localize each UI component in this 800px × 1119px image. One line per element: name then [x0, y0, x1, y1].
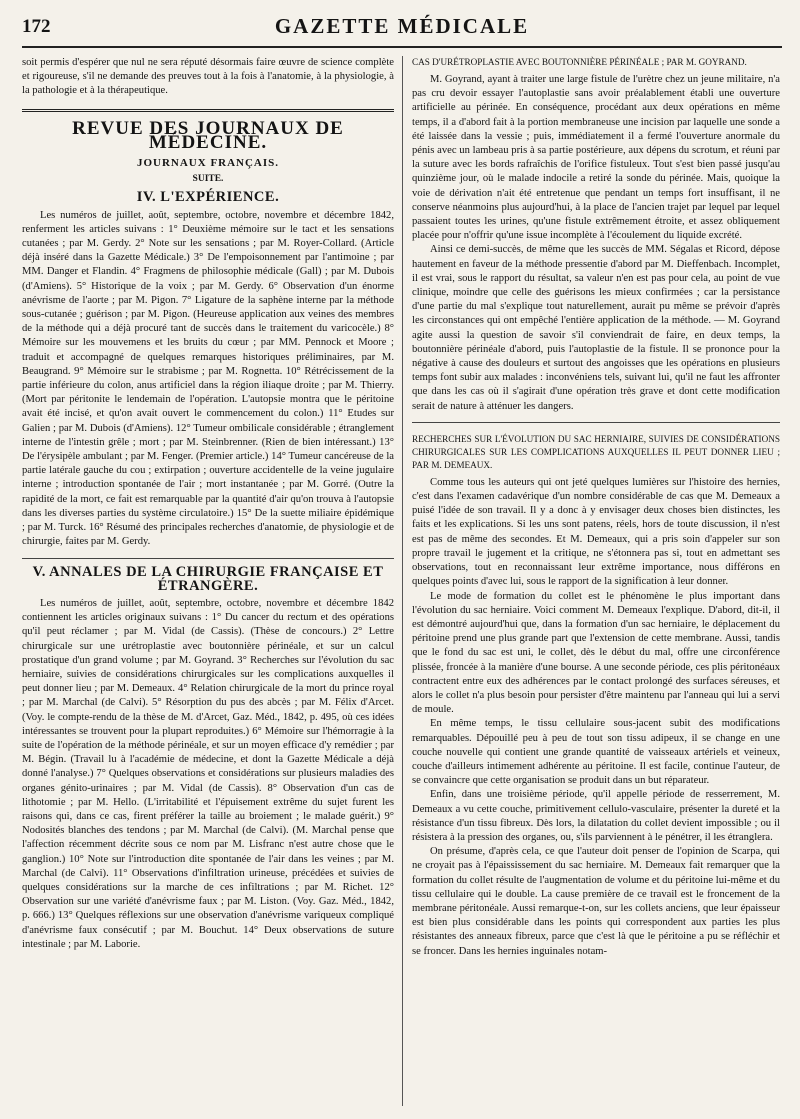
paragraph-4: Le mode de formation du collet est le phénomène le plus important dans l'évolution du sac herniaire. Voici comment M. Demeaux l'explique. D'abord, dit-il, il est démontré aujourd'hui que, dans la formation d'un sac herniaire, le déplacement du péritoine prend une plus grande part que l'extension de cette membrane. Aussi, tandis que le fond du sac est uni, le collet, dès le début du mal, offre une circonférence plissée, froncée à la manière d'une bourse. A une seconde période, ces plis péritonéaux contractent entre eux des adhérences par le contact prolongé des surfaces séreuses, et alors le collet n'a plus besoin pour persister d'être maintenu par l'anneau qui lui a servi de moule.: [412, 590, 780, 716]
paragraph-6: Enfin, dans une troisième période, qu'il appelle période de resserrement, M. Demeaux a vu cette couche, primitivement cellulo-vasculaire, présenter la dureté et la résistance d'un tissu fibreux. Dès lors, la dilatation du collet devient impossible ; ou il résistera à la pression des organes, ou, s'ils parviennent à le pénétrer, il les étranglera.: [412, 789, 780, 843]
journal-title: GAZETTE MÉDICALE: [274, 14, 530, 38]
suite-label: SUITE.: [192, 174, 224, 185]
paragraph-3: Comme tous les auteurs qui ont jeté quelques lumières sur l'histoire des hernies, c'est dans l'examen cadavérique d'un nombre considérable de cas que M. Demeaux a puisé l'idée de son travail. Il y a donc à y envisager deux choses bien distinctes, les faits et les explications. Si les uns sont patens, réels, hors de toute discussion, il n'est est pas de même des secondes. Et M. Demeaux, qui a pris soin d'appeler sur son propre travail le jugement et la critique, ne s'étonnera pas si, tout en admettant ses observations, tout en reconnaissant leur extrême importance, nous différons en quelques points d'avec lui, sous le rapport de la signification à leur donner.: [412, 476, 780, 588]
article-heading-2: RECHERCHES SUR L'ÉVOLUTION DU SAC HERNIAIRE, SUIVIES DE CONSIDÉRATIONS CHIRURGICALES SUR LES COMPLICATIONS AUXQUELLES IL PEUT DONNER LIEU ; PAR M. DEMEAUX.: [412, 433, 780, 470]
part5-text: Les numéros de juillet, août, septembre, octobre, novembre et décembre 1842 contiennent les articles originaux suivans : 1° Du cancer du rectum et des opérations qu'il peut réclamer ; par M. Vidal (de Cassis). (Thèse de concours.) 2° Lettre chirurgicale sur une urétroplastie avec boutonnière périnéale, et sur un calcul prostatique d'un grand volume ; par M. Goyrand. 3° Recherches sur l'évolution du sac herniaire, suivies de considérations chirurgicales sur les complications auxquelles il peut donner lieu ; par M. Demeaux. 4° Relation chirurgicale de la mort du prince royal ; par M. Marchal (de Calvi). 5° Résorption du pus des abcès ; par M. Félix d'Arcet. (Voy. le compte-rendu de la thèse de M. d'Arcet, Gaz. Méd., 1842, p. 495, où ces idées intéressantes se trouvent pour la plupart reproduites.) 6° Mémoire sur l'hémorragie à la suite de l'opération de la méthode périnéale, et sur un moyen efficace d'y remédier ; par M. Bégin. (Travail lu à l'académie de médecine, et dont la Gazette Médicale a déjà donné l'analyse.) 7° Quelques observations et considérations sur plusieurs maladies des organes génito-urinaires ; par M. Vidal (de Cassis). 8° Observation d'un cas de lithotomie ; par M. Hello. (L'irritabilité et l'épuisement extrême du sujet furent les raisons qui, dans ce cas, firent préférer la taille au broiement ; le malade guérit.) 9° Nodosités blanches des tendons ; par M. Marchal (de Calvi). (M. Marchal pense que l'affection récemment décrite sous ce nom par M. Lisfranc n'est autre chose que le ganglion.) 10° Note sur l'introduction dite spontanée de l'air dans les veines ; par M. Marchal (de Calvi). 11° Observations d'infiltration urineuse, précédées et suivies de quelques considérations sur la marche de ces infiltrations ; par M. Richet. 12° Observation sur une variété d'anévrisme faux ; par M. Liston. (Voy. Gaz. Méd., 1842, p. 666.) 13° Quelques réflexions sur une observation d'anévrisme variqueux compliqué d'anévrisme faux consécutif ; par M. Bouchut. 14° Deux observations de suture intestinale ; par M. Laborie.: [22, 597, 394, 950]
part-separator: [22, 558, 394, 559]
section-title: REVUE DES JOURNAUX DE MÉDECINE.: [72, 117, 344, 153]
article-separator: [412, 422, 780, 423]
part4-title: IV. L'EXPÉRIENCE.: [136, 189, 280, 206]
column-divider: [402, 56, 403, 1106]
article-heading-1: CAS D'URÉTROPLASTIE AVEC BOUTONNIÈRE PÉRINÉALE ; PAR M. GOYRAND.: [412, 57, 747, 67]
paragraph-1: M. Goyrand, ayant à traiter une large fistule de l'urètre chez un jeune militaire, n'a pas cru devoir essayer l'autoplastie sans avoir préalablement établi une ouverture artificielle au périnée. En conséquence, procédant aux deux opérations en même temps, il a d'abord fait à la portion membraneuse une incision par laquelle une sonde a été laissée dans la vessie ; puis, immédiatement il a fermé l'ouverture anormale du pénis avec un lambeau pris à sa partie postérieure, aux dépens du scrotum, et réuni par la suture avec les bords rafraîchis de l'orifice fistuleux. Tout s'est bien passé jusqu'au quinzième jour, où le malade indocile a retiré la sonde du périnée. Mais, quoique la voie de dérivation n'ait été entretenue que pendant un temps fort insuffisant, il ne conserve néanmoins plus aujourd'hui, à la place de l'ancien trajet par lequel par lequel passaient toutes les urines, qu'une fistule extrêmement étroite, et assez obliquement placée pour n'offrir qu'une issue incomplète à l'écoulement du liquide excrété.: [412, 74, 780, 242]
part5-title: V. ANNALES DE LA CHIRURGIE FRANÇAISE ET ÉTRANGÈRE.: [32, 563, 384, 594]
section-rule: [22, 109, 394, 112]
paragraph-2: Ainsi ce demi-succès, de même que les succès de MM. Ségalas et Ricord, dépose hautement en faveur de la méthode pressentie d'abord par M. Dieffenbach. Incomplet, il est vrai, sous le rapport du résultat, sa valeur n'en est pas pour cela, au point de vue clinique, moindre que celle des guérisons les mieux confirmées ; car la persistance d'une partie du mal s'explique tout naturellement, aurait pu même se prévoir d'après les circonstances qui ont empêché l'entière application de la méthode. — M. Goyrand agite aussi la question de savoir s'il conviendrait de faire, en deux temps, la boutonnière périnéale d'abord, puis l'autoplastie de la fistule. Il se prononce pour la négative à cause des douleurs et surtout des angoisses que les opérations en plusieurs temps font subir aux malades : inconvéniens tels, suivant lui, qu'il ne faut les affronter que dans les cas où il s'agirait d'une opération très grave et dont cette modification serait de nature à atténuer les dangers.: [412, 244, 780, 412]
right-column: [412, 56, 780, 1106]
header-rule: [22, 46, 782, 48]
page-header: [22, 14, 782, 40]
page-number: 172: [22, 16, 51, 37]
paragraph-5: En même temps, le tissu cellulaire sous-jacent subit des modifications remarquables. Dépouillé peu à peu de tout son tissu adipeux, il se change en une couche nouvelle qui contient une grande quantité de vaisseaux artériels et veineux, couche d'ailleurs intimement adhérente au péritoine. Il est facile, continue l'auteur, de se convaincre que cette organisation se produit dans un but réparateur.: [412, 718, 780, 787]
subsection-title: JOURNAUX FRANÇAIS.: [136, 157, 280, 170]
continuation-paragraph: soit permis d'espérer que nul ne sera réputé désormais faire œuvre de science complète et rigoureuse, s'il ne demande des preuves tout à la fois à l'anatomie, à la physiologie, à la pathologie et à la thérapeutique.: [22, 57, 394, 97]
paragraph-7: On présume, d'après cela, ce que l'auteur doit penser de l'opinion de Scarpa, qui ne croyait pas à l'épaississement du sac herniaire. M. Demeaux fait remarquer que la formation du collet résulte de l'augmentation de volume et du péritoine lui-même et du tissu cellulaire qui le double. La cause première de ce travail est le froncement de la membrane péritonéale. Aussi remarque-t-on, sur les collets anciens, que leur épaisseur est bien plus considérable dans les points qui correspondent aux parties les plus résistantes des anneaux fibreux, parce que c'est là que le péritoine a pu se réfléchir et se froncer. Dans les hernies inguinales notam-: [412, 846, 780, 957]
left-column: [22, 56, 394, 1106]
part4-text: Les numéros de juillet, août, septembre, octobre, novembre et décembre 1842, renferment les articles suivans : 1° Deuxième mémoire sur le tact et les sensations cutanées ; par M. Gerdy. 2° Note sur les sensations ; par M. Royer-Collard. (Article déjà inséré dans la Gazette Médicale.) 3° De l'empoisonnement par l'antimoine ; par MM. Danger et Flandin. 4° Fragmens de philosophie médicale (Gall) ; par M. Dubois (d'Amiens). 5° Historique de la voix ; par M. Gerdy. 6° Observation d'un énorme anévrisme de l'aorte ; par M. Pigon. 7° Ligature de la saphène interne par la méthode sous-cutanée ; guérison ; par M. Pigon. (Heureuse application aux veines des membres de la méthode qui a déjà procuré tant de succès dans le traitement du varicocèle.) 8° Mémoire sur les mouvemens et les bruits du cœur ; par MM. Pennock et Moore ; traduit et accompagné de quelques remarques historiques préliminaires, par M. Beaugrand. 9° Mémoire sur le strabisme ; par M. Rognetta. 10° Rétrécissement de la partie inférieure du colon, anus artificiel dans la région iliaque droite ; par M. Thierry. (Mort par péritonite le lendemain de l'opération. L'autopsie montra que le péritoine avait été incisé, et qu'on avait ouvert le commencement du colon.) 11° Etudes sur Galien ; par M. Dubois (d'Amiens). 12° Tumeur ombilicale considérable ; étranglement interne de l'intestin grêle ; mort ; par M. Steinbrenner. (Rien de bien intéressant.) 13° De l'érysipèle ambulant ; par M. Fenger. (Premier article.) 14° Tumeur cancéreuse de la partie latérale gauche du cou ; extirpation ; ouverture accidentelle de la veine jugulaire interne ; introduction spontanée de l'air ; mort instantanée ; par M. Gorré. (Outre la rapidité de la mort, ce fait est remarquable par la quantité d'air qu'on trouva à l'autopsie dans les diverses parties du système circulatoire.) 15° De la suette miliaire épidémique ; par M. Turck. 16° Résumé des principales recherches d'anatomie, de physiologie et de chirurgie, faites par M. Gerdy.: [22, 209, 394, 548]
